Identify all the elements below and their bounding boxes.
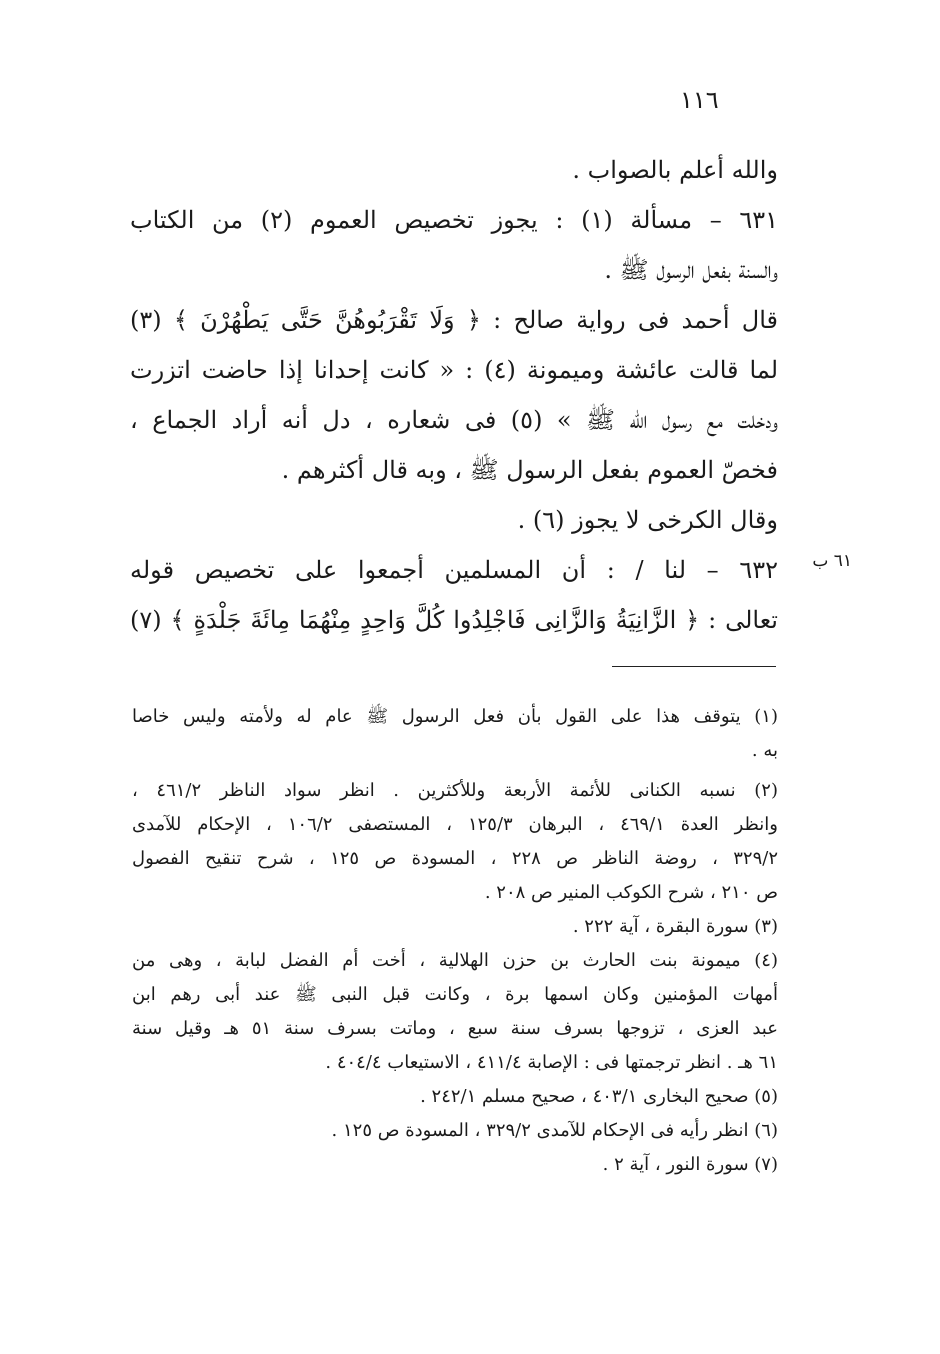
footnote-line: وانظر العدة ٤٦٩/١ ، البرهان ١٢٥/٣ ، المستصفى ١٠٦/٢ ، الإحكام للآمدى: [132, 814, 778, 835]
body-line: قال أحمد فى رواية صالح : ﴿ وَلَا تَقْرَبُوهُنَّ حَتَّى يَطْهُرْنَ ﴾ (٣): [130, 306, 778, 334]
footnote-line: به .: [751, 740, 778, 761]
footnote-line: ٦١ هـ . انظر ترجمتها فى : الإصابة ٤١١/٤ ، الاستيعاب ٤٠٤/٤ .: [325, 1052, 778, 1073]
body-line: ٦٣٢ – لنا / : أن المسلمين أجمعوا على تخصيص قوله: [130, 556, 778, 584]
body-line: والله أعلم بالصواب .: [572, 156, 778, 184]
body-line: ٦٣١ – مسألة (١) : يجوز تخصيص العموم (٢) من الكتاب: [130, 206, 778, 234]
footnote-line: عبد العزى ، تزوجها بسرف سنة سبع ، وماتت بسرف سنة ٥١ هـ وقيل سنة: [132, 1018, 778, 1039]
footnote-line: ٣٢٩/٢ ، روضة الناظر ص ٢٢٨ ، المسودة ص ١٢٥ ، شرح تنقيح الفصول: [132, 848, 778, 869]
footnote-line: أمهات المؤمنين وكان اسمها برة ، وكانت قبل النبى ﷺ عند أبى رهم ابن: [132, 984, 778, 1005]
footnote-line: (٤) ميمونة بنت الحارث بن حزن الهلالية ، أخت أم الفضل لبابة ، وهى من: [132, 950, 778, 971]
body-line: تعالى : ﴿ الزَّانِيَةُ وَالزَّانِى فَاجْلِدُوا كُلَّ وَاحِدٍ مِنْهُمَا مِائَةَ جَلْدَةٍ ﴾ (٧): [130, 606, 778, 634]
footnote-line: (٥) صحيح البخارى ٤٠٣/١ ، صحيح مسلم ٢٤٢/١ .: [420, 1086, 778, 1107]
manuscript-folio-note: ٦١ ب: [812, 551, 852, 571]
page-number: ١١٦: [680, 86, 719, 114]
body-line: والسنة بفعل الرسول ﷺ .: [604, 256, 778, 284]
body-line: لما قالت عائشة وميمونة (٤) : « كانت إحدانا إذا حاضت اتزرت: [130, 356, 778, 384]
body-line: فخصّ العموم بفعل الرسول ﷺ ، وبه قال أكثرهم .: [281, 456, 778, 484]
main-text: [130, 145, 778, 645]
footnote-line: (١) يتوقف هذا على القول بأن فعل الرسول ﷺ عام له ولأمته وليس خاصا: [132, 706, 778, 727]
footnote-line: (٢) نسبه الكنانى للأئمة الأربعة وللأكثرين . انظر سواد الناظر ٤٦١/٢ ،: [132, 780, 778, 801]
footnote-line: (٦) انظر رأيه فى الإحكام للآمدى ٣٢٩/٢ ، المسودة ص ١٢٥ .: [331, 1120, 778, 1141]
footnote-line: (٧) سورة النور ، آية ٢ .: [602, 1154, 778, 1175]
body-line: وقال الكرخى لا يجوز (٦) .: [517, 506, 778, 534]
footnotes: [132, 700, 778, 1182]
body-line: ودخلت مع رسول الله ﷺ » (٥) فى شعاره ، دل أنه أراد الجماع ،: [130, 406, 778, 434]
footnote-line: (٣) سورة البقرة ، آية ٢٢٢ .: [572, 916, 778, 937]
footnote-line: ص ٢١٠ ، شرح الكوكب المنير ص ٢٠٨ .: [484, 882, 778, 903]
footnote-separator: [612, 666, 776, 667]
